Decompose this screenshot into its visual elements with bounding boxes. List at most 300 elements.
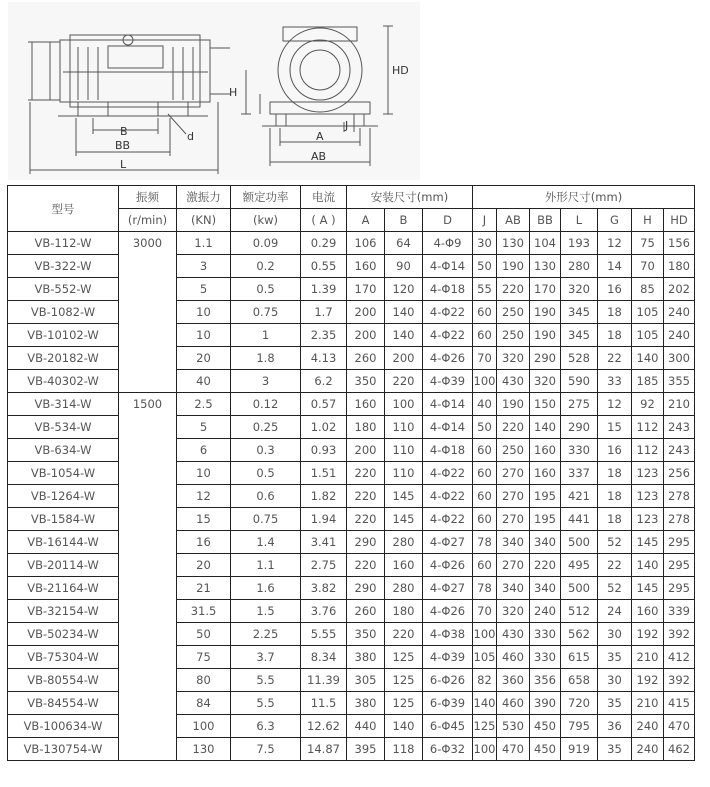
value-cell: 290 xyxy=(347,577,385,600)
value-cell: 1.1 xyxy=(177,232,231,255)
value-cell: 4-Φ14 xyxy=(423,393,473,416)
value-cell: 123 xyxy=(632,462,664,485)
dim-label-j: J xyxy=(345,119,349,132)
model-cell: VB-20182-W xyxy=(8,347,119,370)
value-cell: 33 xyxy=(598,370,632,393)
value-cell: 123 xyxy=(632,508,664,531)
table-row xyxy=(8,232,695,255)
value-cell: 120 xyxy=(385,278,423,301)
value-cell: 460 xyxy=(497,646,530,669)
value-cell: 160 xyxy=(385,554,423,577)
value-cell: 1.8 xyxy=(231,347,301,370)
value-cell: 112 xyxy=(632,439,664,462)
value-cell: 0.29 xyxy=(301,232,347,255)
value-cell: 100 xyxy=(473,623,497,646)
value-cell: 350 xyxy=(347,623,385,646)
value-cell: 125 xyxy=(385,669,423,692)
value-cell: 4-Φ22 xyxy=(423,508,473,531)
value-cell: 75 xyxy=(177,646,231,669)
value-cell: 220 xyxy=(385,370,423,393)
value-cell: 50 xyxy=(473,255,497,278)
value-cell: 180 xyxy=(347,416,385,439)
value-cell: 110 xyxy=(385,416,423,439)
value-cell: 80 xyxy=(177,669,231,692)
model-cell: VB-112-W xyxy=(8,232,119,255)
value-cell: 52 xyxy=(598,531,632,554)
value-cell: 270 xyxy=(497,554,530,577)
value-cell: 35 xyxy=(598,738,632,761)
value-cell: 140 xyxy=(385,324,423,347)
header-col-d: D xyxy=(423,209,473,232)
value-cell: 30 xyxy=(598,669,632,692)
model-cell: VB-1584-W xyxy=(8,508,119,531)
value-cell: 125 xyxy=(473,715,497,738)
value-cell: 10 xyxy=(177,301,231,324)
value-cell: 106 xyxy=(347,232,385,255)
value-cell: 105 xyxy=(632,324,664,347)
value-cell: 7.5 xyxy=(231,738,301,761)
value-cell: 290 xyxy=(561,416,598,439)
value-cell: 300 xyxy=(664,347,695,370)
value-cell: 0.5 xyxy=(231,278,301,301)
value-cell: 185 xyxy=(632,370,664,393)
value-cell: 123 xyxy=(632,485,664,508)
value-cell: 12.62 xyxy=(301,715,347,738)
value-cell: 18 xyxy=(598,485,632,508)
table-row xyxy=(8,278,695,301)
table-row xyxy=(8,301,695,324)
motor-outline-drawing xyxy=(8,2,420,180)
value-cell: 919 xyxy=(561,738,598,761)
value-cell: 5.5 xyxy=(231,669,301,692)
value-cell: 92 xyxy=(632,393,664,416)
value-cell: 145 xyxy=(632,577,664,600)
header-col-l: L xyxy=(561,209,598,232)
value-cell: 140 xyxy=(632,347,664,370)
value-cell: 1.4 xyxy=(231,531,301,554)
value-cell: 2.25 xyxy=(231,623,301,646)
header-col-b: B xyxy=(385,209,423,232)
value-cell: 392 xyxy=(664,623,695,646)
value-cell: 12 xyxy=(598,393,632,416)
value-cell: 360 xyxy=(497,669,530,692)
value-cell: 130 xyxy=(497,232,530,255)
model-cell: VB-634-W xyxy=(8,439,119,462)
value-cell: 4-Φ22 xyxy=(423,485,473,508)
value-cell: 1.94 xyxy=(301,508,347,531)
value-cell: 1.51 xyxy=(301,462,347,485)
value-cell: 295 xyxy=(664,554,695,577)
value-cell: 250 xyxy=(497,439,530,462)
value-cell: 460 xyxy=(497,692,530,715)
value-cell: 112 xyxy=(632,416,664,439)
value-cell: 16 xyxy=(598,439,632,462)
value-cell: 250 xyxy=(497,324,530,347)
header-current: 电流 xyxy=(301,186,347,209)
value-cell: 340 xyxy=(530,577,561,600)
table-header xyxy=(8,186,695,232)
value-cell: 193 xyxy=(561,232,598,255)
table-row xyxy=(8,646,695,669)
value-cell: 125 xyxy=(385,692,423,715)
value-cell: 562 xyxy=(561,623,598,646)
value-cell: 4-Φ38 xyxy=(423,623,473,646)
value-cell: 6.2 xyxy=(301,370,347,393)
value-cell: 150 xyxy=(530,393,561,416)
value-cell: 1 xyxy=(231,324,301,347)
value-cell: 82 xyxy=(473,669,497,692)
value-cell: 240 xyxy=(664,324,695,347)
value-cell: 52 xyxy=(598,577,632,600)
value-cell: 320 xyxy=(530,370,561,393)
value-cell: 195 xyxy=(530,485,561,508)
value-cell: 100 xyxy=(473,738,497,761)
table-row xyxy=(8,531,695,554)
model-cell: VB-314-W xyxy=(8,393,119,416)
value-cell: 4-Φ9 xyxy=(423,232,473,255)
value-cell: 280 xyxy=(385,577,423,600)
value-cell: 4-Φ26 xyxy=(423,347,473,370)
value-cell: 180 xyxy=(664,255,695,278)
model-cell: VB-1082-W xyxy=(8,301,119,324)
value-cell: 4-Φ39 xyxy=(423,370,473,393)
header-power-unit: (kw) xyxy=(231,209,301,232)
value-cell: 720 xyxy=(561,692,598,715)
value-cell: 14.87 xyxy=(301,738,347,761)
table-row xyxy=(8,715,695,738)
value-cell: 160 xyxy=(530,439,561,462)
value-cell: 240 xyxy=(632,738,664,761)
value-cell: 390 xyxy=(530,692,561,715)
value-cell: 290 xyxy=(347,531,385,554)
value-cell: 278 xyxy=(664,508,695,531)
value-cell: 1.02 xyxy=(301,416,347,439)
spec-table xyxy=(7,185,695,761)
value-cell: 15 xyxy=(177,508,231,531)
table-row xyxy=(8,416,695,439)
value-cell: 16 xyxy=(598,278,632,301)
value-cell: 430 xyxy=(497,623,530,646)
value-cell: 4-Φ39 xyxy=(423,646,473,669)
value-cell: 105 xyxy=(632,301,664,324)
value-cell: 4-Φ14 xyxy=(423,255,473,278)
model-cell: VB-552-W xyxy=(8,278,119,301)
dim-label-hd: HD xyxy=(392,64,409,77)
value-cell: 356 xyxy=(530,669,561,692)
value-cell: 200 xyxy=(385,347,423,370)
value-cell: 12 xyxy=(598,232,632,255)
value-cell: 145 xyxy=(385,485,423,508)
value-cell: 6.3 xyxy=(231,715,301,738)
value-cell: 60 xyxy=(473,301,497,324)
header-col-h: H xyxy=(632,209,664,232)
value-cell: 1.1 xyxy=(231,554,301,577)
value-cell: 441 xyxy=(561,508,598,531)
value-cell: 22 xyxy=(598,554,632,577)
value-cell: 6-Φ32 xyxy=(423,738,473,761)
header-outer: 外形尺寸(mm) xyxy=(473,186,695,209)
dim-label-bb: BB xyxy=(115,139,131,152)
value-cell: 100 xyxy=(385,393,423,416)
value-cell: 528 xyxy=(561,347,598,370)
value-cell: 392 xyxy=(664,669,695,692)
value-cell: 70 xyxy=(473,347,497,370)
header-model: 型号 xyxy=(8,186,119,232)
table-row xyxy=(8,692,695,715)
value-cell: 290 xyxy=(530,347,561,370)
value-cell: 243 xyxy=(664,416,695,439)
model-cell: VB-84554-W xyxy=(8,692,119,715)
header-freq: 振频 xyxy=(119,186,177,209)
value-cell: 140 xyxy=(530,416,561,439)
value-cell: 200 xyxy=(347,324,385,347)
value-cell: 220 xyxy=(385,623,423,646)
value-cell: 200 xyxy=(347,301,385,324)
value-cell: 20 xyxy=(177,347,231,370)
value-cell: 180 xyxy=(385,600,423,623)
value-cell: 160 xyxy=(530,462,561,485)
value-cell: 10 xyxy=(177,462,231,485)
value-cell: 345 xyxy=(561,301,598,324)
value-cell: 1.7 xyxy=(301,301,347,324)
value-cell: 60 xyxy=(473,324,497,347)
value-cell: 202 xyxy=(664,278,695,301)
value-cell: 190 xyxy=(530,301,561,324)
model-cell: VB-16144-W xyxy=(8,531,119,554)
value-cell: 430 xyxy=(497,370,530,393)
value-cell: 8.34 xyxy=(301,646,347,669)
value-cell: 10 xyxy=(177,324,231,347)
value-cell: 18 xyxy=(598,324,632,347)
value-cell: 4-Φ27 xyxy=(423,531,473,554)
value-cell: 170 xyxy=(530,278,561,301)
header-col-a: A xyxy=(347,209,385,232)
table-row xyxy=(8,554,695,577)
value-cell: 0.57 xyxy=(301,393,347,416)
value-cell: 55 xyxy=(473,278,497,301)
value-cell: 2.5 xyxy=(177,393,231,416)
value-cell: 12 xyxy=(177,485,231,508)
value-cell: 220 xyxy=(347,462,385,485)
value-cell: 0.5 xyxy=(231,462,301,485)
value-cell: 70 xyxy=(473,600,497,623)
value-cell: 0.09 xyxy=(231,232,301,255)
model-cell: VB-130754-W xyxy=(8,738,119,761)
value-cell: 337 xyxy=(561,462,598,485)
value-cell: 4-Φ18 xyxy=(423,439,473,462)
value-cell: 2.35 xyxy=(301,324,347,347)
value-cell: 3.7 xyxy=(231,646,301,669)
value-cell: 220 xyxy=(530,554,561,577)
dim-label-a: A xyxy=(316,130,324,143)
header-col-j: J xyxy=(473,209,497,232)
value-cell: 4-Φ22 xyxy=(423,462,473,485)
value-cell: 190 xyxy=(497,255,530,278)
model-cell: VB-50234-W xyxy=(8,623,119,646)
value-cell: 4-Φ22 xyxy=(423,301,473,324)
value-cell: 24 xyxy=(598,600,632,623)
value-cell: 60 xyxy=(473,462,497,485)
value-cell: 5.55 xyxy=(301,623,347,646)
value-cell: 78 xyxy=(473,531,497,554)
value-cell: 11.39 xyxy=(301,669,347,692)
value-cell: 470 xyxy=(497,738,530,761)
value-cell: 6-Φ45 xyxy=(423,715,473,738)
value-cell: 3.41 xyxy=(301,531,347,554)
value-cell: 3 xyxy=(177,255,231,278)
value-cell: 339 xyxy=(664,600,695,623)
value-cell: 220 xyxy=(347,485,385,508)
value-cell: 140 xyxy=(385,715,423,738)
value-cell: 78 xyxy=(473,577,497,600)
value-cell: 0.6 xyxy=(231,485,301,508)
value-cell: 70 xyxy=(632,255,664,278)
value-cell: 3 xyxy=(231,370,301,393)
value-cell: 156 xyxy=(664,232,695,255)
value-cell: 190 xyxy=(497,393,530,416)
header-force-unit: (KN) xyxy=(177,209,231,232)
value-cell: 60 xyxy=(473,508,497,531)
value-cell: 280 xyxy=(385,531,423,554)
value-cell: 295 xyxy=(664,531,695,554)
value-cell: 270 xyxy=(497,485,530,508)
value-cell: 0.12 xyxy=(231,393,301,416)
value-cell: 192 xyxy=(632,623,664,646)
value-cell: 615 xyxy=(561,646,598,669)
value-cell: 440 xyxy=(347,715,385,738)
value-cell: 256 xyxy=(664,462,695,485)
value-cell: 270 xyxy=(497,508,530,531)
value-cell: 40 xyxy=(177,370,231,393)
model-cell: VB-100634-W xyxy=(8,715,119,738)
value-cell: 260 xyxy=(347,600,385,623)
value-cell: 3.82 xyxy=(301,577,347,600)
value-cell: 14 xyxy=(598,255,632,278)
value-cell: 210 xyxy=(632,692,664,715)
table-row xyxy=(8,255,695,278)
value-cell: 140 xyxy=(473,692,497,715)
value-cell: 50 xyxy=(177,623,231,646)
value-cell: 16 xyxy=(177,531,231,554)
value-cell: 18 xyxy=(598,508,632,531)
value-cell: 118 xyxy=(385,738,423,761)
value-cell: 590 xyxy=(561,370,598,393)
value-cell: 380 xyxy=(347,646,385,669)
value-cell: 0.3 xyxy=(231,439,301,462)
model-cell: VB-20114-W xyxy=(8,554,119,577)
value-cell: 104 xyxy=(530,232,561,255)
value-cell: 60 xyxy=(473,485,497,508)
value-cell: 170 xyxy=(347,278,385,301)
value-cell: 4-Φ14 xyxy=(423,416,473,439)
model-cell: VB-322-W xyxy=(8,255,119,278)
value-cell: 340 xyxy=(497,577,530,600)
value-cell: 1.5 xyxy=(231,600,301,623)
value-cell: 160 xyxy=(632,600,664,623)
value-cell: 160 xyxy=(347,393,385,416)
dim-label-h: H xyxy=(229,86,238,99)
header-current-unit: ( A ) xyxy=(301,209,347,232)
value-cell: 320 xyxy=(497,347,530,370)
table-row xyxy=(8,370,695,393)
value-cell: 240 xyxy=(530,600,561,623)
value-cell: 84 xyxy=(177,692,231,715)
dim-label-d: d xyxy=(187,130,194,143)
value-cell: 130 xyxy=(530,255,561,278)
value-cell: 90 xyxy=(385,255,423,278)
table-row xyxy=(8,623,695,646)
value-cell: 4-Φ26 xyxy=(423,554,473,577)
value-cell: 0.93 xyxy=(301,439,347,462)
value-cell: 320 xyxy=(561,278,598,301)
value-cell: 240 xyxy=(664,301,695,324)
header-col-g: G xyxy=(598,209,632,232)
value-cell: 0.75 xyxy=(231,301,301,324)
value-cell: 210 xyxy=(664,393,695,416)
value-cell: 18 xyxy=(598,462,632,485)
value-cell: 330 xyxy=(530,623,561,646)
table-row xyxy=(8,600,695,623)
value-cell: 320 xyxy=(497,600,530,623)
value-cell: 1.82 xyxy=(301,485,347,508)
value-cell: 4.13 xyxy=(301,347,347,370)
value-cell: 1.6 xyxy=(231,577,301,600)
value-cell: 0.25 xyxy=(231,416,301,439)
value-cell: 22 xyxy=(598,347,632,370)
value-cell: 30 xyxy=(598,623,632,646)
value-cell: 1.39 xyxy=(301,278,347,301)
model-cell: VB-75304-W xyxy=(8,646,119,669)
header-col-hd: HD xyxy=(664,209,695,232)
dim-label-l: L xyxy=(120,158,127,171)
value-cell: 50 xyxy=(473,416,497,439)
value-cell: 220 xyxy=(347,508,385,531)
value-cell: 36 xyxy=(598,715,632,738)
table-row xyxy=(8,462,695,485)
value-cell: 200 xyxy=(347,439,385,462)
value-cell: 4-Φ18 xyxy=(423,278,473,301)
value-cell: 75 xyxy=(632,232,664,255)
value-cell: 0.2 xyxy=(231,255,301,278)
value-cell: 450 xyxy=(530,715,561,738)
value-cell: 4-Φ22 xyxy=(423,324,473,347)
value-cell: 100 xyxy=(177,715,231,738)
value-cell: 21 xyxy=(177,577,231,600)
value-cell: 412 xyxy=(664,646,695,669)
value-cell: 305 xyxy=(347,669,385,692)
value-cell: 275 xyxy=(561,393,598,416)
value-cell: 105 xyxy=(473,646,497,669)
value-cell: 6 xyxy=(177,439,231,462)
model-cell: VB-1054-W xyxy=(8,462,119,485)
value-cell: 421 xyxy=(561,485,598,508)
model-cell: VB-534-W xyxy=(8,416,119,439)
model-cell: VB-21164-W xyxy=(8,577,119,600)
value-cell: 220 xyxy=(497,278,530,301)
value-cell: 512 xyxy=(561,600,598,623)
value-cell: 278 xyxy=(664,485,695,508)
value-cell: 15 xyxy=(598,416,632,439)
value-cell: 270 xyxy=(497,462,530,485)
value-cell: 125 xyxy=(385,646,423,669)
value-cell: 20 xyxy=(177,554,231,577)
value-cell: 145 xyxy=(632,531,664,554)
value-cell: 462 xyxy=(664,738,695,761)
value-cell: 145 xyxy=(385,508,423,531)
model-cell: VB-1264-W xyxy=(8,485,119,508)
dim-label-ab: AB xyxy=(311,150,327,163)
value-cell: 530 xyxy=(497,715,530,738)
